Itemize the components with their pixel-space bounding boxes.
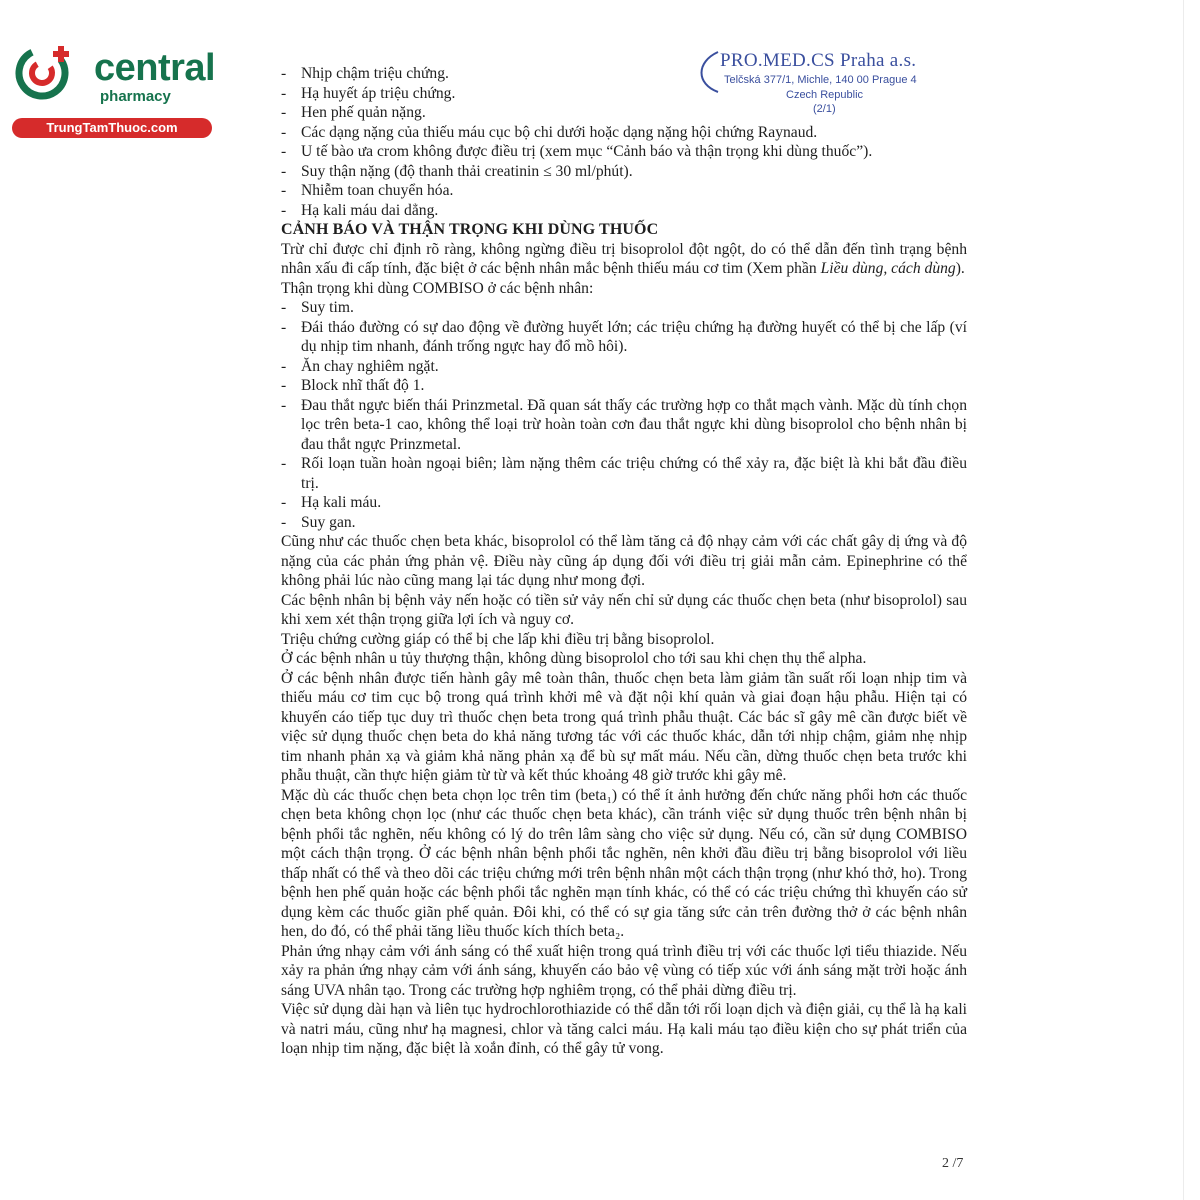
- bullet-item: [281, 357, 967, 377]
- central-pharmacy-logo: [10, 38, 215, 138]
- bullet-text: Ăn chay nghiêm ngặt.: [301, 357, 439, 375]
- page-edge: [1183, 0, 1184, 1200]
- paragraph: [281, 942, 967, 1001]
- paragraph-text: Trừ chỉ được chỉ định rõ ràng, không ngừng điều trị bisoprolol đột ngột, do có thể dẫn đến tình trạng bệnh nhân xấu đi cấp tính, đặc biệt ở các bệnh nhân mắc bệnh thiếu máu cơ tim (Xem phần: [281, 240, 967, 277]
- bullet-item: [281, 123, 967, 143]
- bullet-item: [281, 298, 967, 318]
- bullet-dash: -: [281, 377, 287, 394]
- logo-subtitle: pharmacy: [100, 88, 171, 105]
- bullet-text: Các dạng nặng của thiếu máu cục bộ chi dưới hoặc dạng nặng hội chứng Raynaud.: [301, 123, 818, 141]
- paragraph: [281, 649, 967, 669]
- bullet-dash: -: [281, 357, 287, 375]
- bullet-dash: -: [281, 201, 287, 219]
- bullet-text: Nhiễm toan chuyển hóa.: [301, 182, 454, 199]
- bullet-dash: -: [281, 84, 287, 102]
- bullet-item: [281, 493, 967, 513]
- paragraph: [281, 279, 967, 299]
- bullet-dash: -: [281, 455, 287, 472]
- stamp-number: (2/1): [813, 103, 836, 115]
- paragraph: [281, 630, 967, 650]
- bullet-text: Rối loạn tuần hoàn ngoại biên; làm nặng thêm các triệu chứng có thể xảy ra, đặc biệt là khi bắt đầu điều trị.: [301, 455, 967, 492]
- section-heading: CẢNH BÁO VÀ THẬN TRỌNG KHI DÙNG THUỐC: [281, 221, 659, 238]
- paragraph: [281, 1000, 967, 1059]
- bullet-text: Hạ kali máu dai dẳng.: [301, 201, 439, 219]
- paragraph: [281, 669, 967, 786]
- logo-name: central: [94, 47, 216, 89]
- logo-mark-icon: [14, 40, 76, 102]
- paragraph-text: Phản ứng nhạy cảm với ánh sáng có thể xuất hiện trong quá trình điều trị với các thuốc lợi tiểu thiazide. Nếu xảy ra phản ứng nhạy cảm với ánh sáng, khuyến cáo bảo vệ vùng có tiếp xúc với ánh sáng mặt trời hoặc ánh sáng UVA nhân tạo. Trong các trường hợp nghiêm trọng, có thể phải dừng điều trị.: [281, 942, 967, 999]
- paragraph-text: Ở các bệnh nhân u tủy thượng thận, không dùng bisoprolol cho tới sau khi chẹn thụ thể alpha.: [281, 650, 867, 667]
- bullet-text: Suy gan.: [301, 513, 356, 531]
- stamp-country: Czech Republic: [786, 89, 864, 101]
- bullet-text: Đái tháo đường có sự dao động về đường huyết lớn; các triệu chứng hạ đường huyết có thể bị che lấp (ví dụ nhịp tim nhanh, đánh trống ngực hay đổ mồ hôi).: [301, 318, 967, 355]
- bullet-text: Đau thắt ngực biến thái Prinzmetal. Đã quan sát thấy các trường hợp co thắt mạch vành. Mặc dù tính chọn lọc trên beta-1 cao, không thể loại trừ hoàn toàn cơn đau thắt ngực khi dùng bisoprolol cho bệnh nhân bị đau thắt ngực Prinzmetal.: [301, 396, 967, 453]
- bullet-text: Suy thận nặng (độ thanh thải creatinin ≤ 30 ml/phút).: [301, 162, 633, 180]
- bullet-dash: -: [281, 318, 287, 336]
- bullet-item: [281, 181, 967, 201]
- bullet-item: [281, 513, 967, 533]
- bullet-dash: -: [281, 396, 287, 414]
- bullet-item: [281, 318, 967, 357]
- bullet-text: Hạ kali máu.: [301, 494, 382, 511]
- paragraph-text: Triệu chứng cường giáp có thể bị che lấp khi điều trị bằng bisoprolol.: [281, 630, 715, 648]
- bullet-item: [281, 64, 967, 84]
- bullet-item: [281, 376, 967, 396]
- bullet-item: [281, 201, 967, 221]
- bullet-item: [281, 162, 967, 182]
- bullet-dash: -: [281, 162, 287, 180]
- paragraph: [281, 532, 967, 591]
- bullet-dash: -: [281, 299, 287, 316]
- page-number: 2 /7: [942, 1156, 964, 1171]
- bullet-item: [281, 103, 967, 123]
- paragraph-italic: Liều dùng, cách dùng: [820, 260, 956, 277]
- bullet-text: Hạ huyết áp triệu chứng.: [301, 84, 456, 102]
- bullet-text: Nhịp chậm triệu chứng.: [301, 65, 449, 82]
- paragraph: [281, 786, 967, 942]
- bullet-item: [281, 142, 967, 162]
- paragraph-text: Ở các bệnh nhân được tiến hành gây mê toàn thân, thuốc chẹn beta làm giảm tần suất rối loạn nhịp tim và thiếu máu cơ tim cục bộ trong quá trình khởi mê và đặt nội khí quản và giai đoạn hậu phẫu. Hiện tại có khuyến cáo tiếp tục duy trì thuốc chẹn beta trong quá trình phẫu thuật. Các bác sĩ gây mê cần được biết về việc sử dụng thuốc chẹn beta do khả năng tương tác với các thuốc khác, dẫn tới nhịp chậm, giảm nhẹ nhịp tim nhanh phản xạ và giảm khả năng phản xạ để bù sự mất máu. Nếu cần, dừng thuốc chẹn beta trước khi phẫu thuật, cần thực hiện giảm từ từ và kết thúc khoảng 48 giờ trước khi gây mê.: [281, 669, 967, 784]
- paragraph-text: Cũng như các thuốc chẹn beta khác, bisoprolol có thể làm tăng cả độ nhạy cảm với các chất gây dị ứng và độ nặng của các phản ứng phản vệ. Điều này cũng áp dụng đối với điều trị giải mẫn cảm. Epinephrine có thể không phải lúc nào cũng mang lại tác dụng như mong đợi.: [281, 533, 967, 589]
- paragraph-tail: ).: [955, 260, 965, 277]
- bullet-dash: -: [281, 143, 287, 160]
- bullet-dash: -: [281, 123, 287, 141]
- paragraph-text: Các bệnh nhân bị bệnh vảy nến hoặc có tiền sử vảy nến chỉ sử dụng các thuốc chẹn beta (như bisoprolol) sau khi xem xét thận trọng giữa lợi ích và nguy cơ.: [281, 591, 967, 628]
- bullet-dash: -: [281, 513, 287, 531]
- bullet-text: U tế bào ưa crom không được điều trị (xem mục “Cảnh báo và thận trọng khi dùng thuốc”).: [301, 143, 873, 160]
- stamp-address: Telčská 377/1, Michle, 140 00 Prague 4: [724, 74, 917, 86]
- paragraph-text: Thận trọng khi dùng COMBISO ở các bệnh nhân:: [281, 279, 594, 297]
- bullet-item: [281, 396, 967, 455]
- bullet-dash: -: [281, 65, 287, 82]
- paragraph-text: Mặc dù các thuốc chẹn beta chọn lọc trên tim (beta₁) có thể ít ảnh hưởng đến chức năng phổi hơn các thuốc chẹn beta không chọn lọc (như các thuốc chẹn beta khác), cần tránh việc sử dụng thuốc trên bệnh nhân bị bệnh phổi tắc nghẽn, nếu không có lý do trên lâm sàng cho việc sử dụng. Nếu có, cần sử dụng COMBISO một cách thận trọng. Ở các bệnh nhân bệnh phổi tắc nghẽn, nên khởi đầu điều trị bằng bisoprolol với liều thấp nhất có thể và theo dõi các triệu chứng mới trên bệnh nhân một cách thận trọng (như khó thở, ho). Trong bệnh hen phế quản hoặc các bệnh phổi tắc nghẽn mạn tính khác, có thể có các triệu chứng thì khuyến cáo sử dụng kèm các thuốc giãn phế quản. Đôi khi, có thể có sự gia tăng sức cản trên đường thở ở các bệnh nhân hen, do đó, có thể phải tăng liều thuốc kích thích beta₂.: [281, 786, 967, 940]
- bullet-text: Suy tim.: [301, 299, 354, 316]
- document-body: [281, 64, 967, 1059]
- bullet-dash: -: [281, 104, 287, 121]
- bullet-item: [281, 454, 967, 493]
- bullet-item: [281, 84, 967, 104]
- bullet-text: Block nhĩ thất độ 1.: [301, 377, 425, 394]
- paragraph: [281, 591, 967, 630]
- paragraph: [281, 240, 967, 279]
- paragraph-text: Việc sử dụng dài hạn và liên tục hydrochlorothiazide có thể dẫn tới rối loạn dịch và điện giải, cụ thể là hạ kali và natri máu, cũng như hạ magnesi, chlor và tăng calci máu. Hạ kali máu tạo điều kiện cho sự phát triển của loạn nhịp tim nặng, đặc biệt là xoắn đỉnh, có thể gây tử vong.: [281, 1001, 967, 1057]
- logo-website: TrungTamThuoc.com: [12, 118, 212, 138]
- bullet-text: Hen phế quản nặng.: [301, 104, 426, 121]
- bullet-dash: -: [281, 182, 287, 199]
- bullet-dash: -: [281, 494, 287, 511]
- stamp-company: PRO.MED.CS Praha a.s.: [720, 50, 917, 71]
